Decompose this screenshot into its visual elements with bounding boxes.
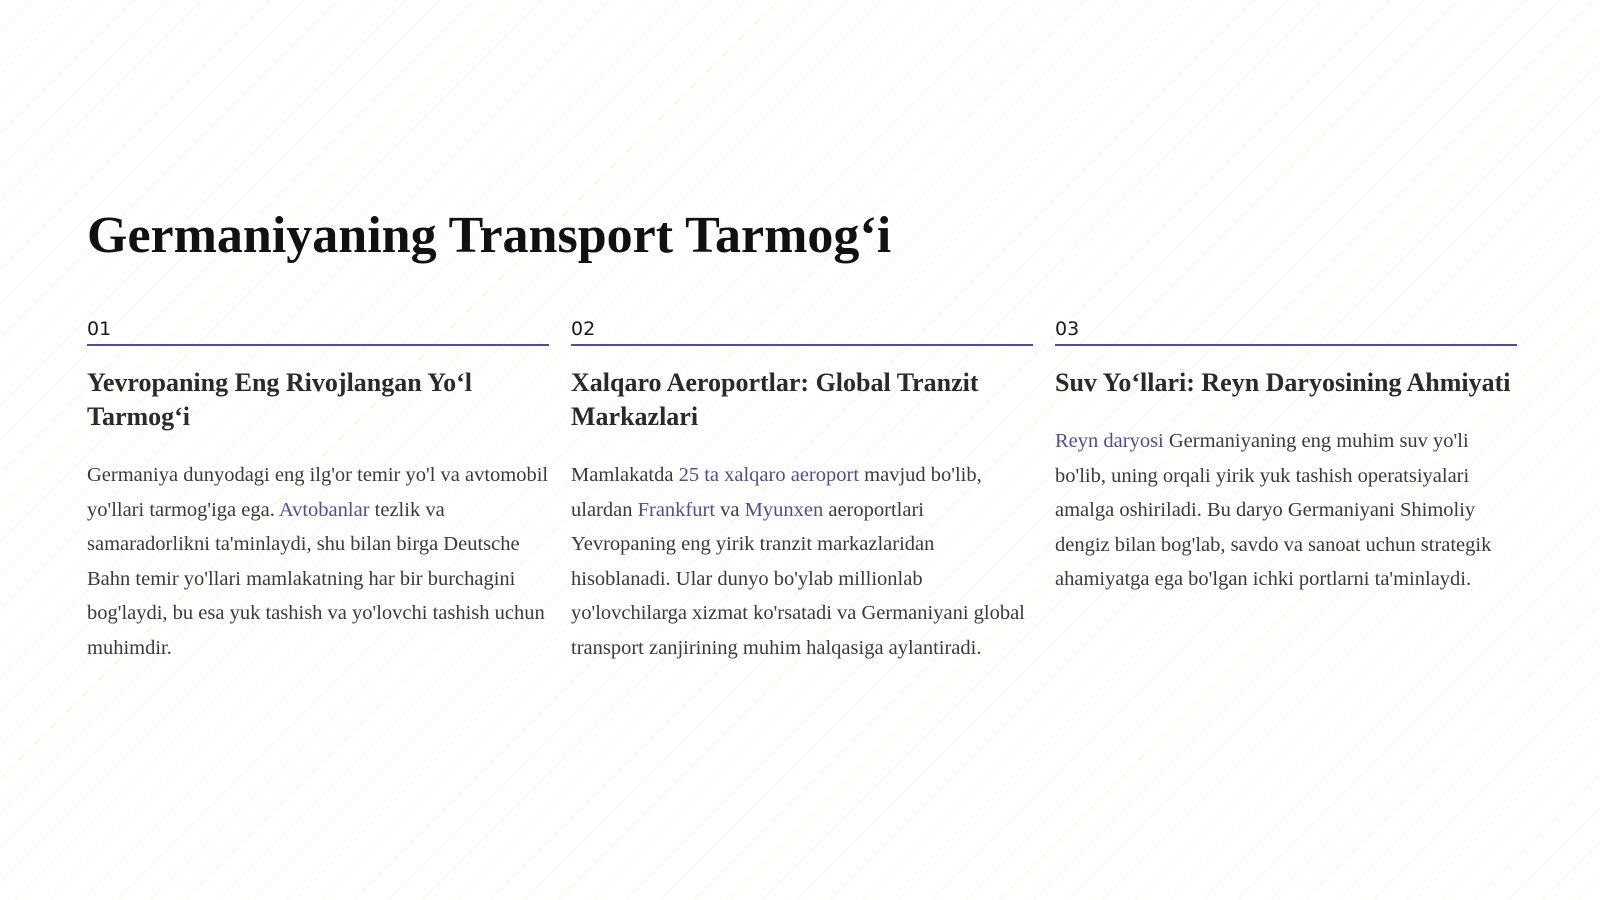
page-title: Germaniyaning Transport Tarmog‘i xyxy=(87,207,892,264)
column-body xyxy=(571,458,1033,665)
body-text: tezlik va samaradorlikni ta'minlaydi, shu bilan birga Deutsche Bahn temir yo'llari mamlakatning har bir burchagini bog'laydi, bu esa yuk tashish va yo'lovchi tashish uchun muhimdir. xyxy=(87,498,545,659)
column-title: Yevropaning Eng Rivojlangan Yo‘l Tarmog‘i xyxy=(87,368,473,431)
body-link[interactable]: Frankfurt xyxy=(637,498,716,521)
column-title: Suv Yo‘llari: Reyn Daryosining Ahmiyati xyxy=(1055,368,1511,397)
body-link[interactable]: Avtobanlar xyxy=(278,498,370,521)
body-text: Germaniyaning eng muhim suv yo'li bo'lib, uning orqali yirik yuk tashish operatsiyalari amalga oshiriladi. Bu daryo Germaniyani Shimoliy dengiz bilan bog'lab, savdo va sanoat uchun strategik ahamiyatga ega bo'lgan ichki portlarni ta'minlaydi. xyxy=(1055,430,1492,590)
body-text: mavjud bo'lib, ulardan xyxy=(571,464,982,521)
columns-container xyxy=(87,318,1517,665)
column-title: Xalqaro Aeroportlar: Global Tranzit Markazlari xyxy=(571,368,979,431)
body-text: Germaniya dunyodagi eng ilg'or temir yo'l va avtomobil yo'llari tarmog'iga ega. xyxy=(87,464,549,521)
column-number: 01 xyxy=(87,318,549,346)
column-2 xyxy=(571,318,1033,665)
column-body xyxy=(87,458,549,665)
column-body xyxy=(1055,424,1517,597)
column-number: 03 xyxy=(1055,318,1517,346)
body-text: Mamlakatda xyxy=(571,464,679,486)
body-link[interactable]: 25 ta xalqaro aeroport xyxy=(678,464,860,486)
body-link[interactable]: Reyn daryosi xyxy=(1055,430,1164,452)
column-number: 02 xyxy=(571,318,1033,346)
column-1 xyxy=(87,318,549,665)
body-link[interactable]: Myunxen xyxy=(744,498,824,521)
body-text: aeroportlari Yevropaning eng yirik tranzit markazlaridan hisoblanadi. Ular dunyo bo'ylab millionlab yo'lovchilarga xizmat ko'rsatadi va Germaniyani global transport zanjirining muhim halqasiga aylantiradi. xyxy=(571,498,1025,659)
column-3 xyxy=(1055,318,1517,665)
body-text: va xyxy=(715,498,745,521)
